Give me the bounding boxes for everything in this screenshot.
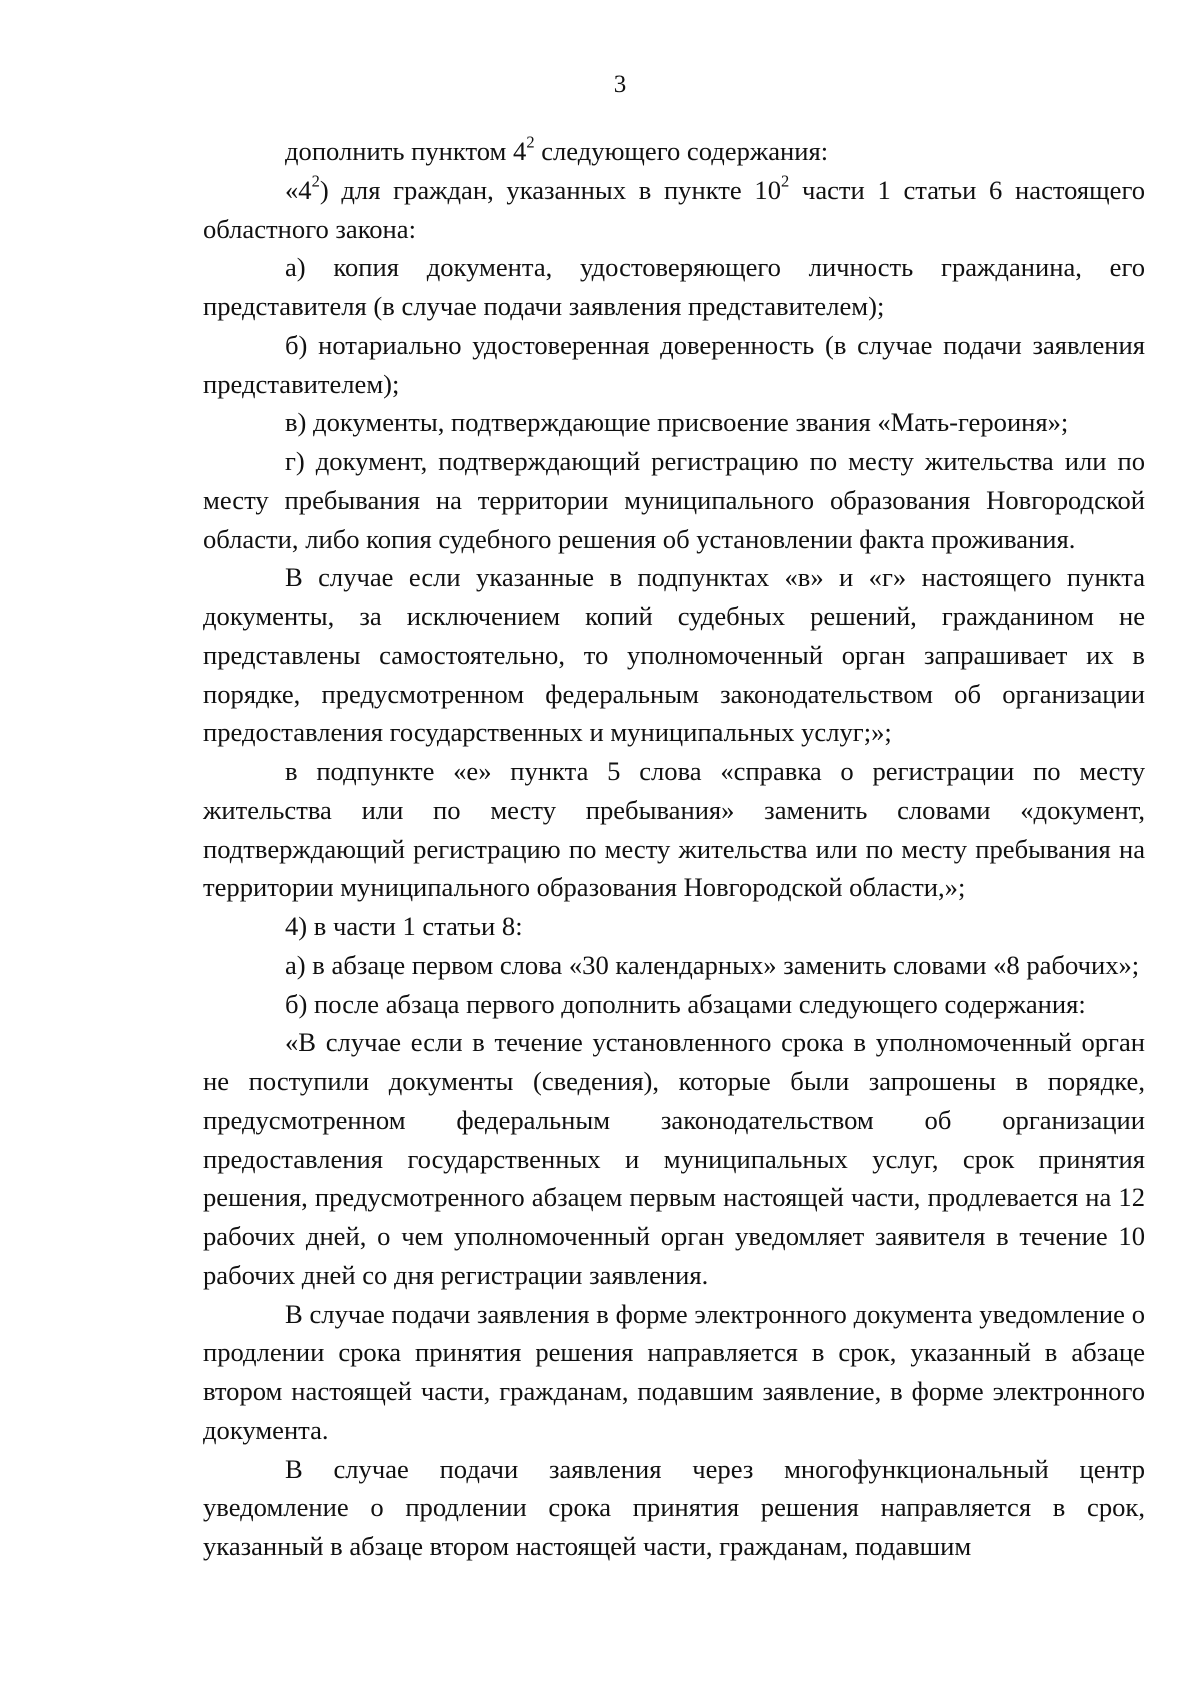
paragraph-mfc-notice: В случае подачи заявления через многофункциональный центр уведомление о продлении срока принятия решения направляется в срок, указанный в абзаце втором настоящей части, гражданам, подавшим: [203, 1453, 1145, 1561]
paragraph-documents-request: В случае если указанные в подпунктах «в» и «г» настоящего пункта документы, за исключением копий судебных решений, гражданином не представлены самостоятельно, то уполномоченный орган запрашивает их в порядке, предусмотренном федеральным законодательством об организации предоставления государственных и муниципальных услуг;»;: [203, 562, 1145, 748]
document-body: [203, 132, 1145, 1566]
paragraph-subitem-g: г) документ, подтверждающий регистрацию по месту жительства или по месту пребывания на территории муниципального образования Новгородской области, либо копия судебного решения об установлении факта проживания.: [203, 446, 1145, 554]
page-number: 3: [613, 71, 627, 98]
superscript: 2: [311, 171, 320, 191]
paragraph-subitem-v: в) документы, подтверждающие присвоение звания «Мать-героиня»;: [285, 407, 1069, 438]
superscript: 2: [526, 132, 535, 152]
paragraph-subitem-b: б) нотариально удостоверенная доверенность (в случае подачи заявления представителем);: [203, 329, 1145, 399]
paragraph-subitem-a: а) копия документа, удостоверяющего личность гражданина, его представителя (в случае подачи заявления представителем);: [203, 252, 1145, 321]
paragraph-subitem-e-amendment: в подпункте «е» пункта 5 слова «справка о регистрации по месту жительства или по месту пребывания» заменить словами «документ, подтверждающий регистрацию по месту жительства или по месту пребывания на территории муниципального образования Новгородской области,»;: [203, 756, 1145, 903]
paragraph-item-4-2: «$4^2$) для граждан, указанных в пункте $10^2$ части 1 статьи 6 настоящего областного закона:: [203, 171, 1145, 244]
paragraph-item-4-a: а) в абзаце первом слова «30 календарных» заменить словами «8 рабочих»;: [285, 949, 1140, 980]
paragraph-item-4-b: б) после абзаца первого дополнить абзацами следующего содержания:: [285, 988, 1086, 1019]
superscript: 2: [781, 171, 790, 191]
paragraph-item-4: 4) в части 1 статьи 8:: [285, 911, 523, 941]
paragraph-add-item: дополнить пунктом $4^2$ следующего содержания:: [285, 132, 829, 166]
paragraph-electronic-notice: В случае подачи заявления в форме электронного документа уведомление о продлении срока принятия решения направляется в срок, указанный в абзаце втором настоящей части, гражданам, подавшим заявление, в форме электронного документа.: [203, 1298, 1145, 1445]
paragraph-deadline-extension: «В случае если в течение установленного срока в уполномоченный орган не поступили документы (сведения), которые были запрошены в порядке, предусмотренном федеральным законодательством об организации предоставления государственных и муниципальных услуг, срок принятия решения, предусмотренного абзацем первым настоящей части, продлевается на 12 рабочих дней, о чем уполномоченный орган уведомляет заявителя в течение 10 рабочих дней со дня регистрации заявления.: [203, 1027, 1145, 1290]
